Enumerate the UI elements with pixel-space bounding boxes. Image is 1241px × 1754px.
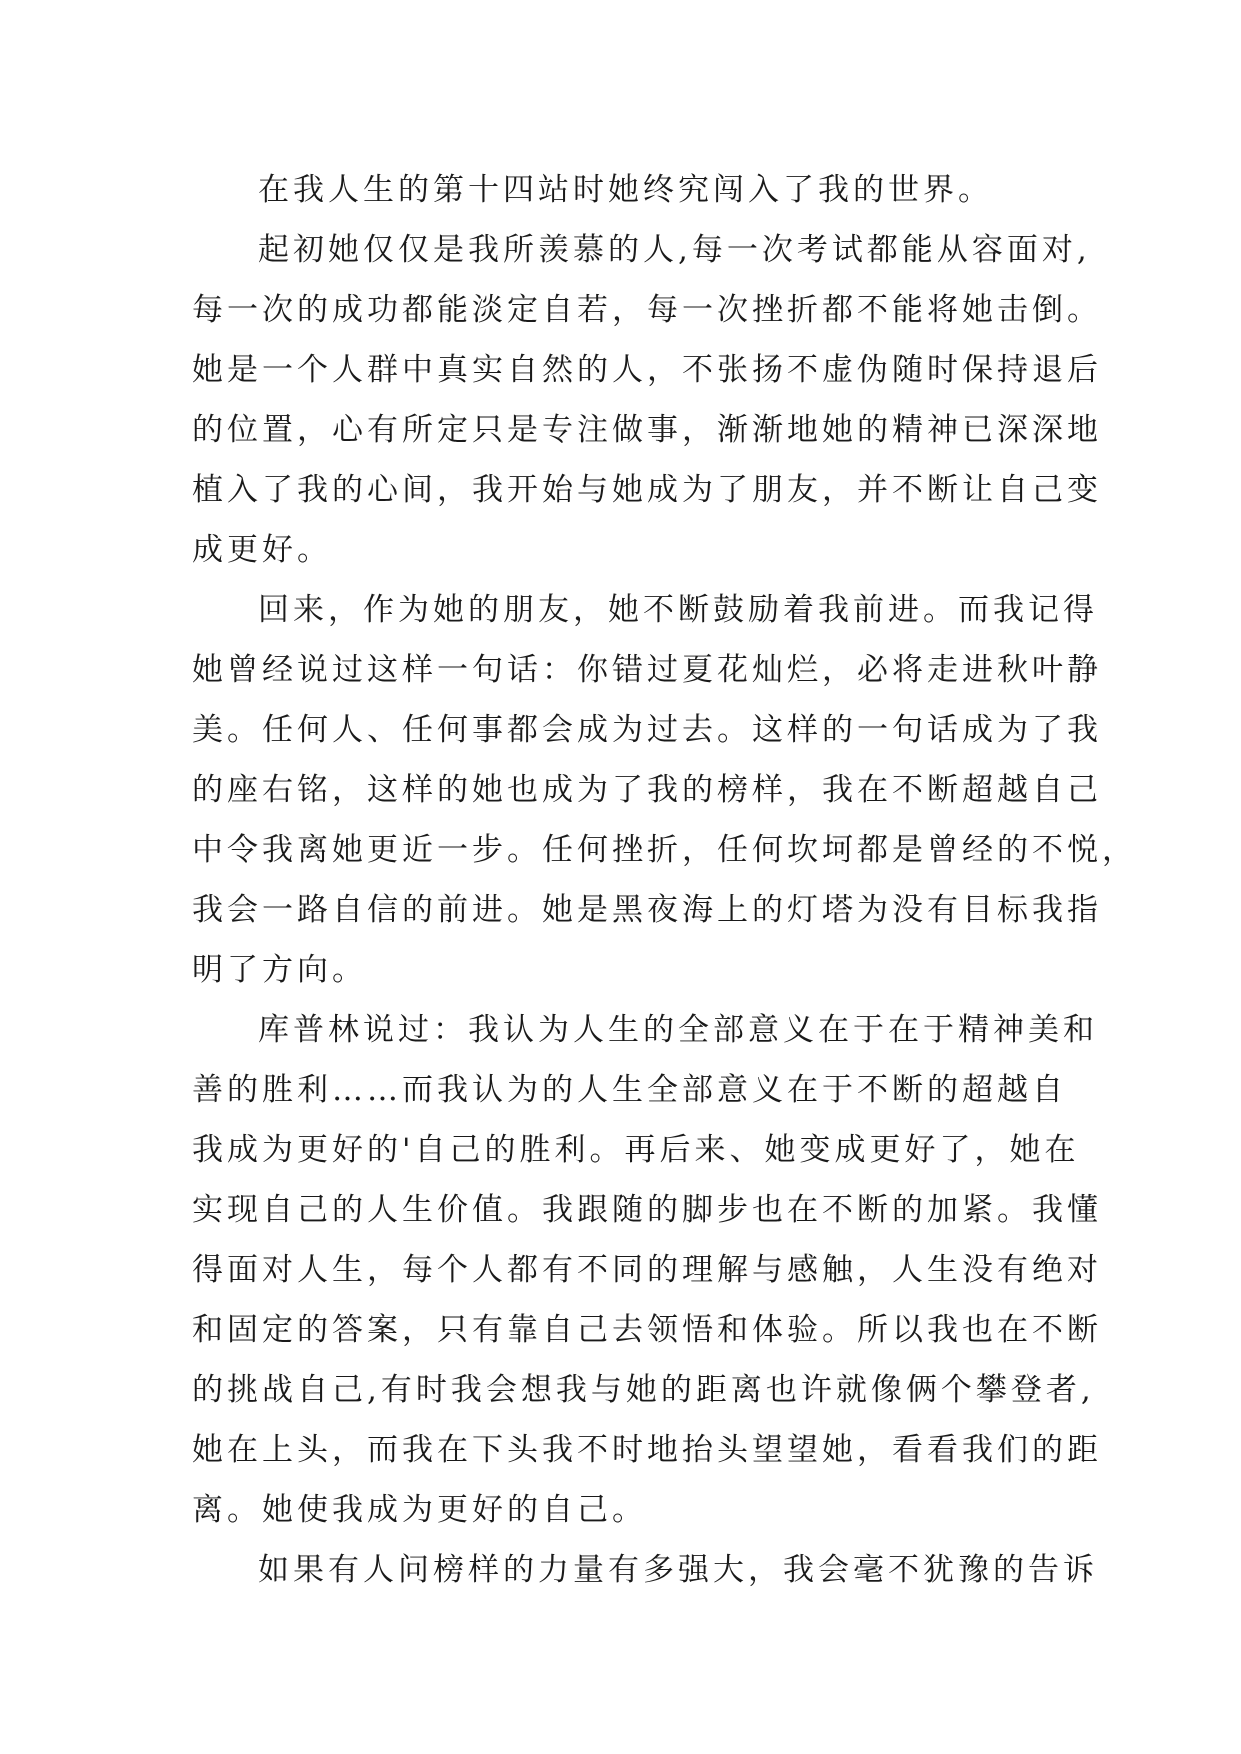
- text-line: 中令我离她更近一步。任何挫折，任何坎坷都是曾经的不悦，: [192, 832, 1137, 868]
- text-line: 她曾经说过这样一句话：你错过夏花灿烂，必将走进秋叶静: [192, 652, 1102, 688]
- text-line: 起初她仅仅是我所羡慕的人,每一次考试都能从容面对,: [258, 232, 1091, 268]
- text-line: 的座右铭，这样的她也成为了我的榜样，我在不断超越自己: [192, 772, 1102, 808]
- text-line: 她在上头，而我在下头我不时地抬头望望她，看看我们的距: [192, 1432, 1102, 1468]
- text-line: 库普林说过：我认为人生的全部意义在于在于精神美和: [258, 1012, 1098, 1048]
- text-line: 实现自己的人生价值。我跟随的脚步也在不断的加紧。我懂: [192, 1192, 1102, 1228]
- text-line: 回来，作为她的朋友，她不断鼓励着我前进。而我记得: [258, 592, 1098, 628]
- text-line: 的位置，心有所定只是专注做事，渐渐地她的精神已深深地: [192, 412, 1102, 448]
- text-line: 明了方向。: [192, 952, 367, 988]
- text-line: 得面对人生，每个人都有不同的理解与感触，人生没有绝对: [192, 1252, 1102, 1288]
- text-line: 每一次的成功都能淡定自若，每一次挫折都不能将她击倒。: [192, 292, 1102, 328]
- text-line: 善的胜利……而我认为的人生全部意义在于不断的超越自: [192, 1072, 1067, 1108]
- text-line: 成更好。: [192, 532, 332, 568]
- text-line: 她是一个人群中真实自然的人，不张扬不虚伪随时保持退后: [192, 352, 1102, 388]
- text-line: 美。任何人、任何事都会成为过去。这样的一句话成为了我: [192, 712, 1102, 748]
- text-line: 在我人生的第十四站时她终究闯入了我的世界。: [258, 172, 993, 208]
- text-line: 植入了我的心间，我开始与她成为了朋友，并不断让自己变: [192, 472, 1102, 508]
- text-line: 我会一路自信的前进。她是黑夜海上的灯塔为没有目标我指: [192, 892, 1102, 928]
- text-line: 的挑战自己,有时我会想我与她的距离也许就像俩个攀登者,: [192, 1372, 1095, 1408]
- text-line: 如果有人问榜样的力量有多强大，我会毫不犹豫的告诉: [258, 1552, 1098, 1588]
- text-line: 和固定的答案，只有靠自己去领悟和体验。所以我也在不断: [192, 1312, 1102, 1348]
- text-line: 我成为更好的'自己的胜利。再后来、她变成更好了，她在: [192, 1132, 1080, 1168]
- text-line: 离。她使我成为更好的自己。: [192, 1492, 647, 1528]
- body-text: [192, 160, 1137, 1600]
